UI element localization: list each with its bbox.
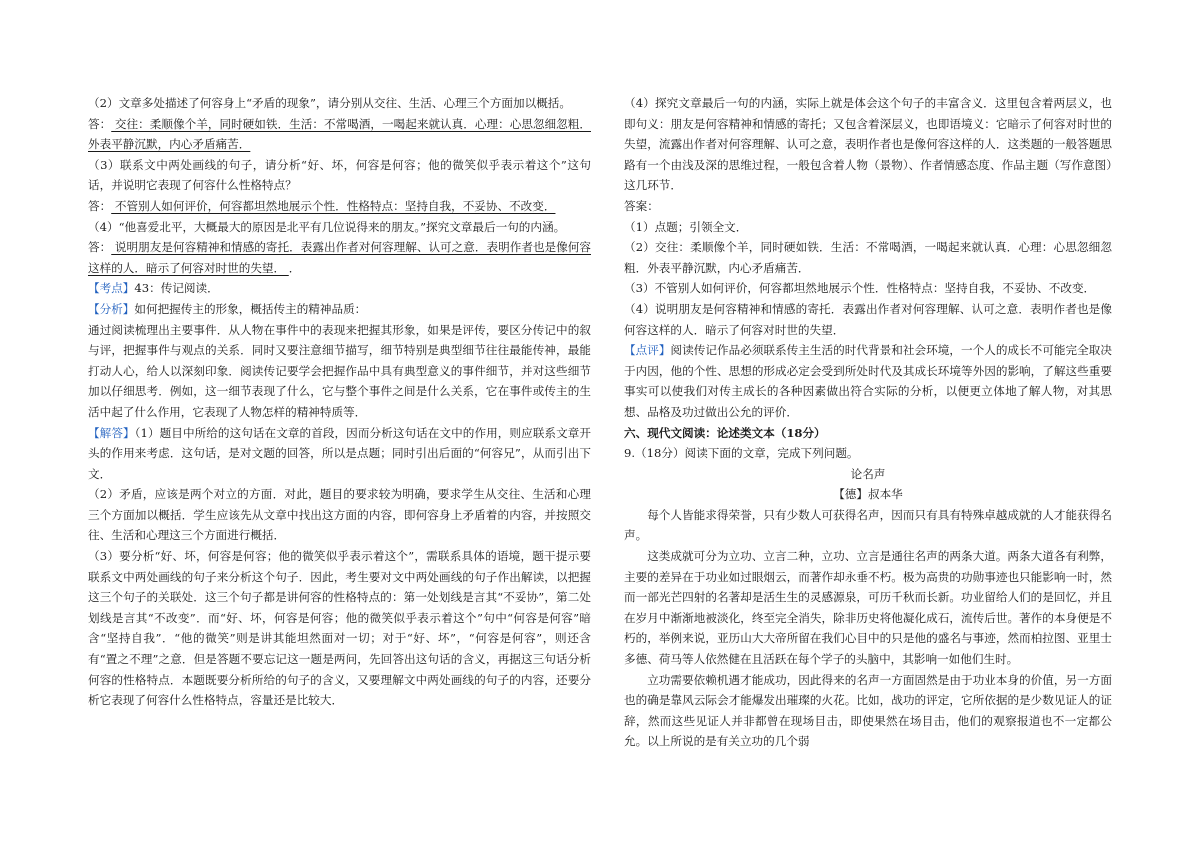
jieda-3: （3）要分析“好、坏，何容是何容；他的微笑似乎表示着这个”，需联系具体的语境，题干提示要联系文中两处画线的句子来分析这个句子．因此，考生要对文中两处画线的句子作出解读，以把握这三个句子的关联处．这三个句子都是讲何容的性格特点的：第一处划线是言其“不妥协”，第二处划线是言其“不改变”．而“好、坏，何容是何容；他的微笑似乎表示着这个”句中“何容是何容”暗含“坚持自我”．“他的微笑”则是讲其能坦然面对一切；对于“好、坏”，“何容是何容”，则还含有“置之不理”之意．但是答题不要忘记这一题是两问，先回答出这句话的含义，再据这三句话分析何容的性格特点．本题既要分析所给的句子的含义，又要理解文中两处画线的句子的内容，还要分析它表现了何容什么性格特点，容量还是比较大． [88,549,591,708]
answer-4-text: 说明朋友是何容精神和情感的寄托．表露出作者对何容理解、认可之意．表明作者也是像何容这样的人．暗示了何容对时世的失望． [88,240,591,275]
jieda-4: （4）探究文章最后一句的内涵，实际上就是体会这个句子的丰富含义．这里包含着两层义，也即句义：朋友是何容精神和情感的寄托；又包含着深层义，也即语境义：它暗示了何容对时世的失望，流露出作者对何容理解、认可之意，表明作者也是像何容这样的人．这类题的一般答题思路有一个由浅及深的思维过程，一般包含着人物（景物）、作者情感态度、作品主题（写作意图）这几环节． [624,96,1112,193]
final-answer-3: （3）不管别人如何评价，何容都坦然地展示个性．性格特点：坚持自我，不妥协、不改变． [624,281,1096,296]
answer-3-prefix: 答： [88,198,112,213]
answer-4-prefix: 答： [88,240,112,255]
answer-3-text: 不管别人如何评价，何容都坦然地展示个性．性格特点：坚持自我，不妥协、不改变． [111,198,556,213]
left-column [88,93,591,711]
dianping [624,340,1112,422]
final-answer-1: （1）点题；引领全文． [624,219,748,234]
kaodian [88,278,591,299]
fenxi [88,299,591,320]
question-2: （2）文章多处描述了何容身上“矛盾的现象”，请分别从交往、生活、心理三个方面加以概括。 [88,96,571,110]
jieda-1 [88,423,591,485]
jieda-1-text: （1）题目中所给的这句话在文章的首段，因而分析这句话在文中的作用，则应联系文章开头的作用来考虑．这句话，是对文题的回答，所以是点题；同时引出后面的“何容兄”，从而引出下文． [88,425,591,481]
article-title: 论名声 [850,466,886,481]
answer-2 [88,114,591,155]
answer-2-text: 交往：柔顺像个羊，同时硬如铁．生活：不常喝酒，一喝起来就认真．心理：心思忽细忽粗．外表平静沉默，内心矛盾痛苦． [88,116,591,152]
jieda-tag: 【解答】 [88,425,135,440]
fenxi-body: 通过阅读梳理出主要事件．从人物在事件中的表现来把握其形象，如果是评传，要区分传记中的叙与评，把握事件与观点的关系．同时又要注意细节描写，细节特别是典型细节往往最能传神，最能打动人心，给人以深刻印象．阅读传记要学会把握作品中具有典型意义的事件细节，并对这些细节加以仔细思考．例如，这一细节表现了什么，它与整个事件之间是什么关系，它在事件或传主的生活中起了什么作用，它表现了人物怎样的精神特质等． [88,322,591,419]
final-answer-2: （2）交往：柔顺像个羊，同时硬如铁．生活：不常喝酒，一喝起来就认真．心理：心思忽细忽粗．外表平静沉默，内心矛盾痛苦． [624,240,1112,275]
answer-4-suffix: ． [288,260,301,275]
dianping-tag: 【点评】 [624,343,671,358]
final-answer-4: （4）说明朋友是何容精神和情感的寄托．表露出作者对何容理解、认可之意．表明作者也是像何容这样的人．暗示了何容对时世的失望． [624,301,1112,337]
question-3: （3）联系文中两处画线的句子，请分析“好、坏，何容是何容；他的微笑似乎表示着这个”这句话，并说明它表现了何容什么性格特点？ [88,157,591,193]
fenxi-text: 如何把握传主的形象，概括传主的精神品质： [134,301,367,316]
article-paragraph-2: 这类成就可分为立功、立言二种，立功、立言是通往名声的两条大道。两条大道各有利弊，主要的差异在于功业如过眼烟云，而著作却永垂不朽。极为高贵的功勋事迹也只能影响一时，然而一部光芒四射的名著却是活生生的灵感源泉，可历千秋而长新。功业留给人们的是回忆，并且在岁月中渐渐地被淡化，终至完全消失，除非历史将他凝化成石，流传后世。著作的本身便是不朽的，举例来说，亚历山大大帝所留在我们心目中的只是他的盛名与事迹，然而柏拉图、亚里士多德、荷马等人依然健在且活跃在每个学子的头脑中，其影响一如他们生时。 [624,549,1112,667]
answer-2-prefix: 答： [88,116,112,131]
section-heading-6: 六、现代文阅读：论述类文本（18分） [624,425,826,440]
article-paragraph-1: 每个人皆能求得荣誉，只有少数人可获得名声，因而只有具有特殊卓越成就的人才能获得名声。 [624,507,1112,543]
article-author: 【德】叔本华 [833,487,903,502]
fenxi-tag: 【分析】 [88,301,135,316]
kaodian-text: 43：传记阅读． [134,281,219,296]
question-4: （4）“他喜爱北平，大概最大的原因是北平有几位说得来的朋友。”探究文章最后一句的内涵。 [88,219,566,234]
kaodian-tag: 【考点】 [88,281,135,296]
right-column [624,93,1112,752]
dianping-text: 阅读传记作品必须联系传主生活的时代背景和社会环境，一个人的成长不可能完全取决于内因，他的个性、思想的形成必定会受到所处时代及其成长环境等外因的影响，了解这些重要事实可以使我们对传主成长的各种因素做出符合实际的分析，以便更立体地了解人物，对其思想、品格及功过做出公允的评价． [624,343,1112,419]
question-9: 9.（18分）阅读下面的文章，完成下列问题。 [624,446,859,461]
article-paragraph-3: 立功需要依赖机遇才能成功，因此得来的名声一方面固然是由于功业本身的价值，另一方面也的确是靠风云际会才能爆发出璀璨的火花。比如，战功的评定，它所依据的是少数见证人的证辞，然而这些见证人并非都曾在现场目击，即使果然在场目击，他们的观察报道也不一定都公允。以上所说的是有关立功的几个弱 [624,672,1112,749]
answer-label: 答案： [624,198,659,213]
jieda-2: （2）矛盾，应该是两个对立的方面．对此，题目的要求较为明确，要求学生从交往、生活和心理三个方面加以概括．学生应该先从文章中找出这方面的内容，即何容身上矛盾着的内容，并按照交往、生活和心理这三个方面进行概括． [88,487,591,543]
answer-4 [88,237,591,278]
answer-3 [88,196,591,217]
